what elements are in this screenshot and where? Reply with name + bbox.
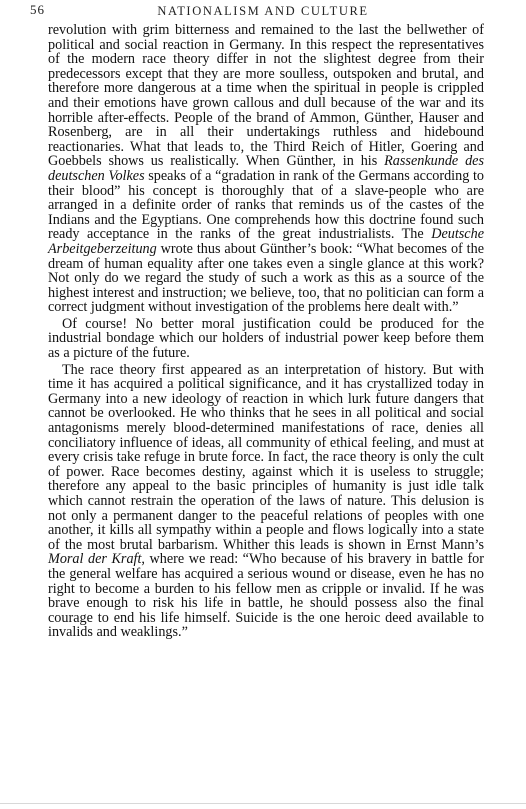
page-number: 56: [30, 2, 45, 17]
paragraph-text: revolution with grim bitterness and remained to the last the bellwether of political and social reaction in Germany. In this respect the representatives of the modern race theory differ in not the slightest degree from their predecessors except that they are more soulless, outspoken and brutal, and therefore more dangerous at a time when the spiritual in people is crippled and their emotions have grown callous and dull because of the war and its horrible after-effects. People of the brand of Ammon, Günther, Hauser and Rosenberg, are in all their undertakings ruthless and hidebound reactionaries. What that leads to, the Third Reich of Hitler, Goering and Goebbels shows us realistically. When Günther, in his: [48, 22, 484, 170]
paragraph-race-theory-representatives: [48, 23, 484, 315]
paragraph-race-theory-history: [48, 363, 484, 640]
paragraph-text: , where we read: “Who because of his bravery in battle for the general welfare has acquired a serious wound or disease, even he has no right to become a burden to his fellow men as cripple or invalid. If he was brave enough to risk his life in battle, he should possess also the final courage to end his life himself. Suicide is the one heroic deed available to invalids and weaklings.”: [48, 551, 484, 641]
newspaper-title-arbeitgeberzeitung: Deutsche Arbeitgeberzeitung: [48, 226, 484, 257]
paragraph-of-course: [48, 317, 484, 361]
book-title-moral-der-kraft: Moral der Kraft: [48, 551, 142, 568]
paragraph-text: speaks of a “gradation in rank of the Germans according to their blood” his concept is thoroughly that of a slave-people who are arranged in a definite order of ranks that reminds us of the castes of the Indians and the Egyptians. One comprehends how this doctrine found such ready acceptance in the ranks of the great industrialists. The: [48, 167, 484, 243]
book-title-rassenkunde: Rassenkunde des deutschen Volkes: [48, 153, 484, 184]
paragraph-text: wrote thus about Günther’s book: “What becomes of the dream of human equality after one takes even a single glance at this work? Not only do we regard the study of such a work as this as a source of the highest interest and instruction; we believe, too, that no politician can form a correct judgment without investigation of the problems here dealt with.”: [48, 240, 484, 316]
scan-edge-line: [0, 803, 526, 804]
paragraph-text: Of course! No better moral justification could be produced for the industrial bondage which our holders of industrial power keep before them as a picture of the future.: [48, 315, 484, 362]
body-text: [48, 23, 484, 640]
paragraph-text: The race theory first appeared as an interpretation of history. But with time it has acquired a political significance, and it has crystallized today in Germany into a new ideology of reaction in which lurk future dangers that cannot be overlooked. He who thinks that he sees in all political and social antagonisms merely blood-determined manifestations of race, denies all conciliatory influence of ideas, all community of ethical feeling, and must at every crisis take refuge in brute force. In fact, the race theory is only the cult of power. Race becomes destiny, against which it is useless to struggle; therefore any appeal to the basic principles of humanity is just idle talk which cannot restrain the operation of the laws of nature. This delusion is not only a permanent danger to the peaceful relations of peoples with one another, it kills all sympathy within a people and flows logically into a state of the most brutal barbarism. Whither this leads is shown in Ernst Mann’s: [48, 361, 484, 553]
running-title: NATIONALISM AND CULTURE: [157, 4, 369, 18]
page-header: [0, 2, 526, 20]
